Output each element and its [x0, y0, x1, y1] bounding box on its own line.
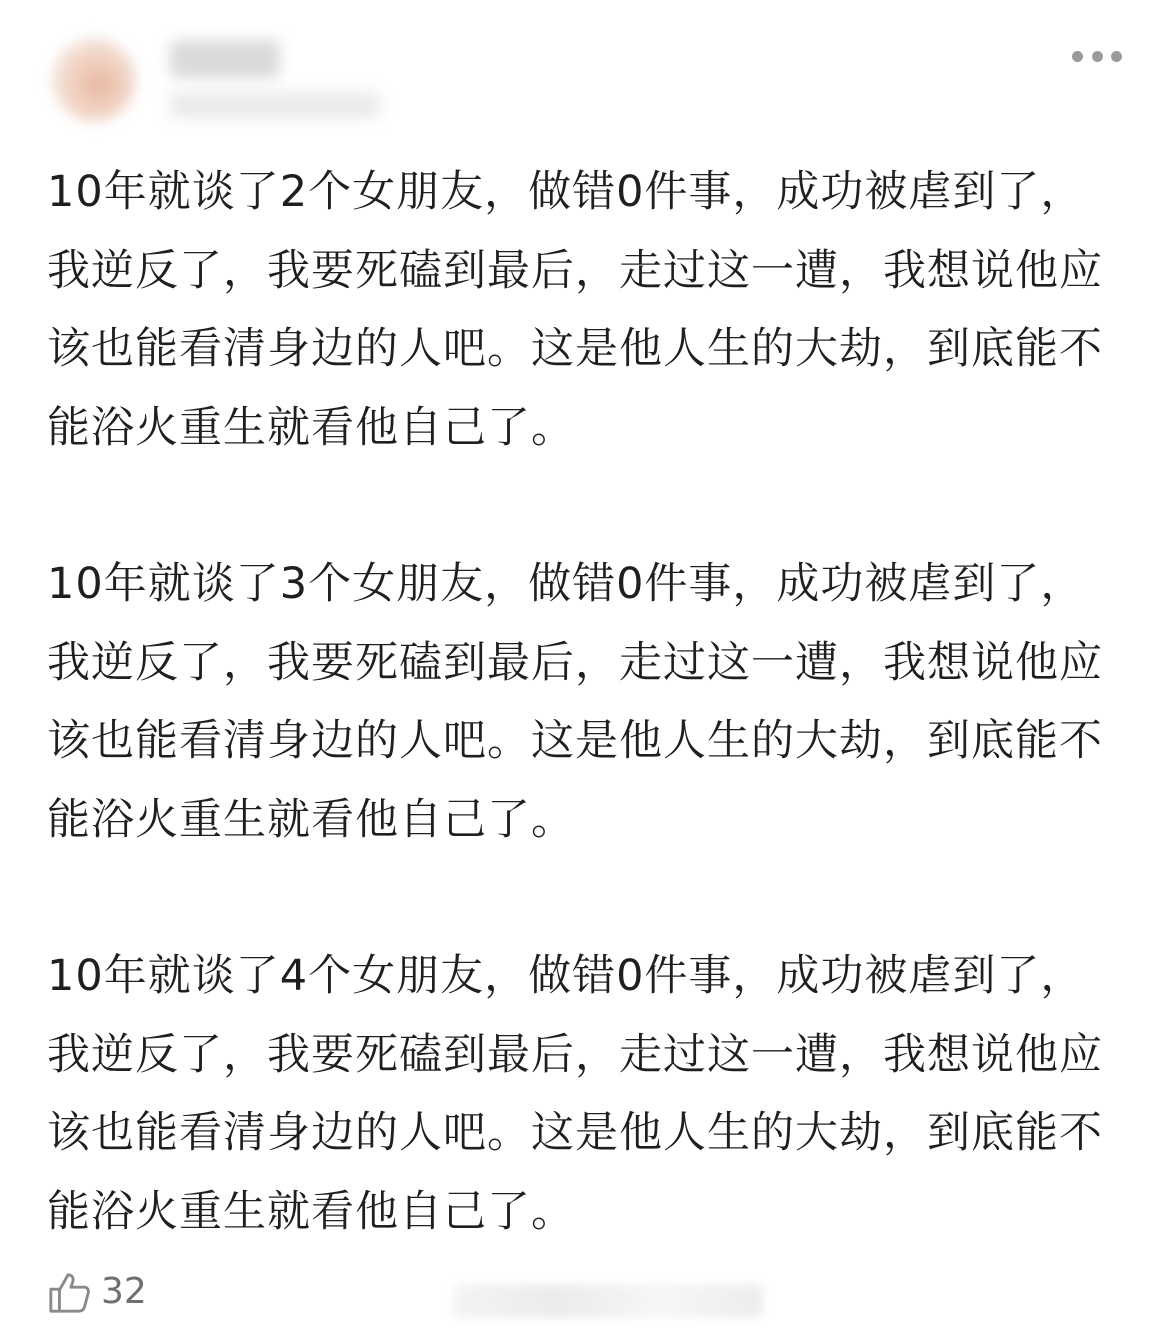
more-button[interactable] [1072, 48, 1122, 64]
post-content [47, 153, 1127, 1329]
like-button[interactable] [47, 1268, 147, 1316]
watermark [453, 1284, 763, 1318]
post-paragraph-1: 10年就谈了2个女朋友，做错0件事，成功被虐到了，我逆反了，我要死磕到最后，走过这一遭，我想说他应该也能看清身边的人吧。这是他人生的大劫，到底能不能浴火重生就看他自己了。 [47, 167, 1103, 453]
post-header [52, 30, 1132, 130]
username[interactable] [170, 40, 280, 78]
post-paragraph-3: 10年就谈了4个女朋友，做错0件事，成功被虐到了，我逆反了，我要死磕到最后，走过这一遭，我想说他应该也能看清身边的人吧。这是他人生的大劫，到底能不能浴火重生就看他自己了。 [47, 951, 1103, 1237]
more-icon-dot-3 [1111, 51, 1122, 62]
post-footer [47, 1268, 1127, 1328]
more-icon-dot-2 [1092, 51, 1103, 62]
post-paragraph-2: 10年就谈了3个女朋友，做错0件事，成功被虐到了，我逆反了，我要死磕到最后，走过这一遭，我想说他应该也能看清身边的人吧。这是他人生的大劫，到底能不能浴火重生就看他自己了。 [47, 559, 1103, 845]
avatar[interactable] [52, 38, 136, 122]
thumbs-up-icon [47, 1268, 93, 1316]
more-icon-dot-1 [1072, 51, 1083, 62]
post-meta [170, 92, 380, 118]
like-count: 32 [101, 1271, 147, 1312]
